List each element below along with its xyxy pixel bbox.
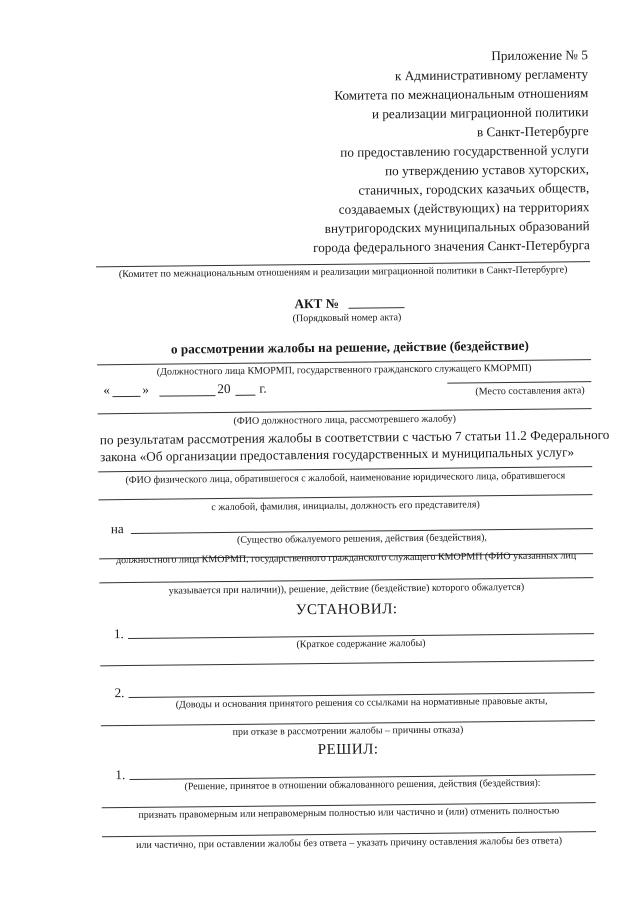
result-text-line1: по результатам рассмотрения жалобы в соответствии с частью 7 статьи 11.2 Федерального: [99, 426, 610, 448]
established-item1-caption: (Краткое содержание жалобы): [296, 637, 426, 651]
date-day-line: [112, 396, 140, 397]
act-number-caption: (Порядковый номер акта): [292, 312, 402, 325]
established-item2-caption-line2: при отказе в рассмотрении жалобы – причины отказа): [232, 724, 464, 738]
decided-item1-number: 1.: [115, 767, 126, 783]
established-item1-line-2: [100, 660, 594, 666]
established-item2-caption-line1: (Доводы и основания принятого решения со ссылками на нормативные правовые акты,: [175, 695, 548, 711]
header-line: к Административному регламенту: [394, 66, 589, 84]
header-line: внутригородских муниципальных образований: [324, 218, 590, 236]
header-line: в Санкт-Петербурге: [476, 123, 589, 140]
header-line: по утверждению уставов хуторских,: [385, 161, 590, 179]
decided-caption-line1: (Решение, принятое в отношении обжалованного решения, действия (бездействия):: [184, 777, 541, 793]
committee-caption: (Комитет по межнациональным отношениям и реализации миграционной политики в Санкт-Петербурге): [118, 264, 568, 281]
decided-caption-line3: или частично, при оставлении жалобы без ответа – указать причину оставления жалобы без ответа): [136, 835, 563, 851]
header-line: по предоставлению государственной услуги: [340, 142, 589, 160]
date-year-line: [235, 395, 255, 396]
place-line: [447, 381, 591, 384]
date-quote-close: »: [142, 381, 150, 397]
decided-caption-line2: признать правомерным или неправомерным полностью или частично и (или) отменить полностью: [138, 805, 560, 821]
essence-caption-line1: (Существо обжалуемого решения, действия (бездействия),: [236, 532, 487, 546]
decided-heading: РЕШИЛ:: [317, 741, 379, 759]
header-line: станичных, городских казачьих обществ,: [358, 180, 590, 198]
applicant-caption-line1: (ФИО физического лица, обратившегося с жалобой, наименование юридического лица, обратившегося: [125, 470, 566, 487]
result-text-line2: закона «Об организации предоставления государственных и муниципальных услуг»: [99, 444, 575, 465]
appendix-header: [268, 45, 590, 257]
official-caption: (Должностного лица КМОРМП, государственного гражданского служащего КМОРМП): [156, 362, 532, 378]
essence-caption-line2: должностного лица КМОРМП, государственного гражданского служащего КМОРМП (ФИО указанных лиц: [115, 550, 577, 567]
established-heading: УСТАНОВИЛ:: [295, 601, 398, 619]
header-line: Комитета по межнациональным отношениям: [334, 85, 589, 103]
on-label: на: [110, 521, 124, 537]
act-number-line: [349, 307, 405, 309]
header-line: Приложение № 5: [491, 47, 588, 64]
essence-caption-line3: указывается при наличии)), решение, действие (бездействие) которого обжалуется): [168, 581, 525, 597]
established-item1-number: 1.: [113, 626, 124, 642]
applicant-caption-line2: с жалобой, фамилия, инициалы, должность его представителя): [211, 499, 480, 514]
header-line: города федерального значения Санкт-Петербурга: [312, 237, 590, 256]
date-quote-open: «: [103, 382, 111, 398]
date-month-line: [159, 395, 215, 397]
established-item2-number: 2.: [114, 685, 125, 701]
act-subject: о рассмотрении жалобы на решение, действие (бездействие): [170, 337, 529, 357]
date-year-prefix: 20: [217, 380, 231, 397]
header-line: и реализации миграционной политики: [371, 104, 589, 122]
place-caption: (Место составления акта): [475, 385, 585, 398]
reviewer-caption: (ФИО должностного лица, рассмотревшего жалобу): [233, 413, 456, 427]
date-year-suffix: г.: [259, 380, 267, 396]
act-title: АКТ №: [294, 295, 339, 312]
header-line: создаваемых (действующих) на территориях: [338, 199, 590, 217]
